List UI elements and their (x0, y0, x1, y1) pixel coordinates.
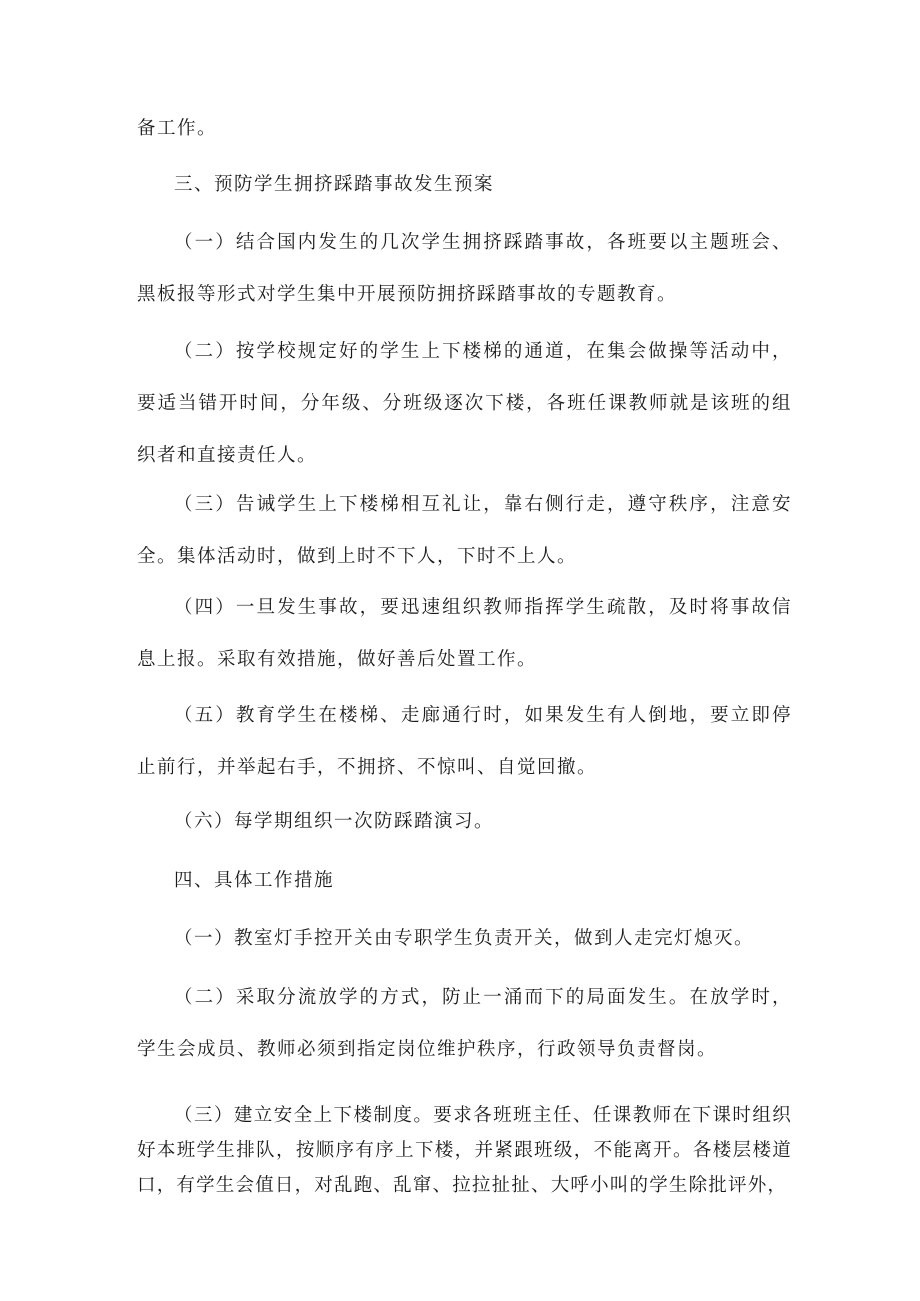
section-heading-3: 三、预防学生拥挤踩踏事故发生预案 (174, 174, 495, 195)
paragraph-3-2: （二）按学校规定好的学生上下楼梯的通道，在集会做操等活动中，要适当错开时间，分年级、分班级逐次下楼，各班任课教师就是该班的组织者和直接责任人。 (137, 341, 792, 466)
paragraph-4-2: （二）采取分流放学的方式，防止一涌而下的局面发生。在放学时，学生会成员、教师必须到指定岗位维护秩序，行政领导负责督岗。 (137, 987, 792, 1060)
paragraph-4-1: （一）教室灯手控开关由专职学生负责开关，做到人走完灯熄灭。 (174, 928, 755, 949)
paragraph-4-3: （三）建立安全上下楼制度。要求各班班主任、任课教师在下课时组织好本班学生排队，按顺序有序上下楼，并紧跟班级，不能离开。各楼层楼道口，有学生会值日，对乱跑、乱窜、拉拉扯扯、大呼小叫的学生除批评外， (137, 1105, 792, 1196)
paragraph-3-5: （五）教育学生在楼梯、走廊通行时，如果发生有人倒地，要立即停止前行，并举起右手，不拥挤、不惊叫、自觉回撤。 (137, 705, 792, 778)
paragraph-3-4: （四）一旦发生事故，要迅速组织教师指挥学生疏散，及时将事故信息上报。采取有效措施，做好善后处置工作。 (137, 597, 792, 670)
paragraph-3-1: （一）结合国内发生的几次学生拥挤踩踏事故，各班要以主题班会、黑板报等形式对学生集中开展预防拥挤踩踏事故的专题教育。 (137, 232, 792, 305)
paragraph-3-6: （六）每学期组织一次防踩踏演习。 (174, 811, 495, 832)
paragraph-continuation: 备工作。 (137, 118, 218, 139)
paragraph-3-3: （三）告诫学生上下楼梯相互礼让，靠右侧行走，遵守秩序，注意安全。集体活动时，做到上时不下人，下时不上人。 (137, 494, 792, 567)
section-heading-4: 四、具体工作措施 (174, 870, 335, 891)
